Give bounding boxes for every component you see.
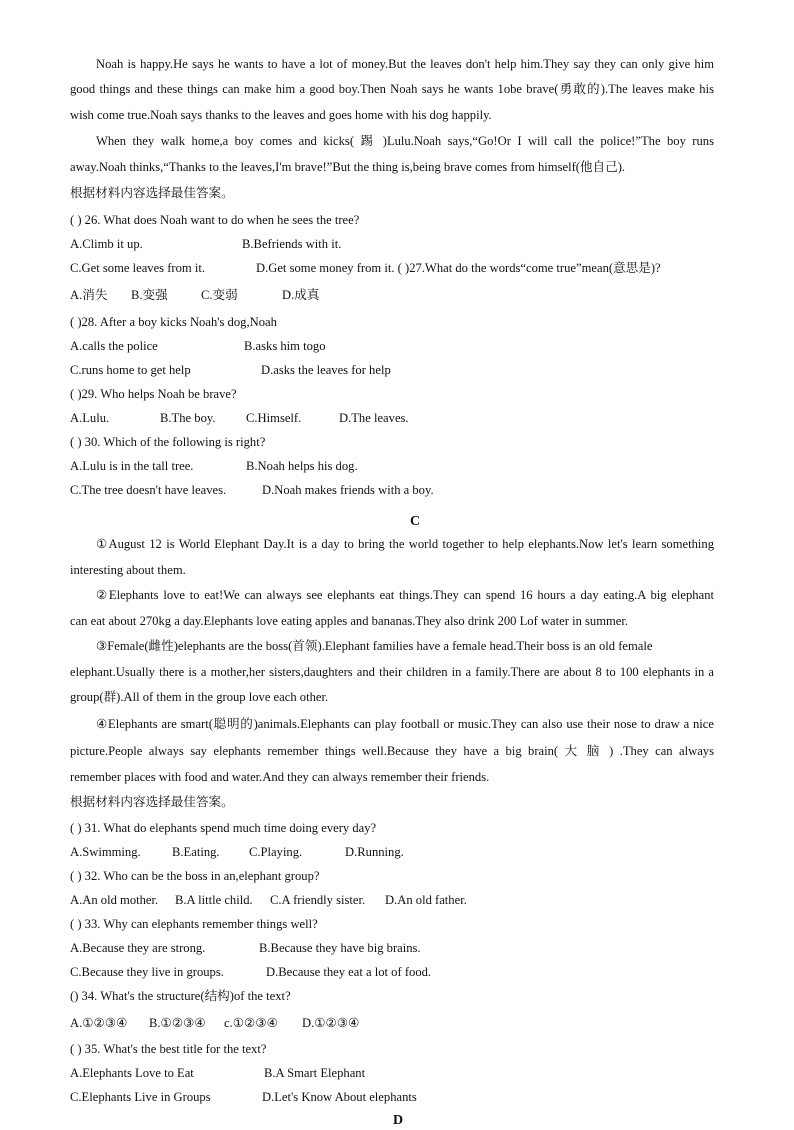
question-31-option-a: A.Swimming.: [70, 845, 141, 859]
question-34-option-b: B.①②③④: [149, 1016, 206, 1030]
question-28-option-d: D.asks the leaves for help: [261, 363, 391, 377]
question-26-option-d: D.Get some money from it. ( )27.What do the words“come true”mean(意思是)?: [256, 261, 661, 275]
question-30-option-a: A.Lulu is in the tall tree.: [70, 459, 194, 473]
passage-b-p1-line3: wish come true.Noah says thanks to the leaves and goes home with his dog happily.: [70, 108, 492, 122]
question-35-stem: ( ) 35. What's the best title for the text?: [70, 1042, 267, 1056]
question-34-option-d: D.①②③④: [302, 1016, 360, 1030]
question-28-stem: ( )28. After a boy kicks Noah's dog,Noah: [70, 315, 277, 329]
question-26-option-c: C.Get some leaves from it.: [70, 261, 206, 275]
question-30-option-b: B.Noah helps his dog.: [246, 459, 358, 473]
question-30-stem: ( ) 30. Which of the following is right?: [70, 435, 266, 449]
passage-c-p4-line2: picture.People always say elephants remember things well.Because they have a big brain( 大 脑 ) .They can always: [70, 744, 714, 758]
question-35-option-b: B.A Smart Elephant: [264, 1066, 366, 1080]
question-35-option-d: D.Let's Know About elephants: [262, 1090, 417, 1104]
question-31-option-d: D.Running.: [345, 845, 404, 859]
passage-b-p1-line2: good things and these things can make him a good boy.Then Noah says he wants 1obe brave(勇敢的).The leaves make his: [70, 82, 714, 96]
question-26-option-b: B.Befriends with it.: [242, 237, 342, 251]
question-33-option-d: D.Because they eat a lot of food.: [266, 965, 432, 979]
question-34-stem: () 34. What's the structure(结构)of the text?: [70, 989, 291, 1003]
question-33-stem: ( ) 33. Why can elephants remember things well?: [70, 917, 318, 931]
question-27-option-c: C.变弱: [201, 288, 238, 302]
passage-c-p4-line1: ④Elephants are smart(聪明的)animals.Elephants can play football or music.They can also use their nose to draw a nice: [96, 717, 714, 731]
question-27-option-d: D.成真: [282, 288, 320, 302]
passage-c-p3-line3: group(群).All of them in the group love each other.: [70, 690, 329, 704]
question-28-option-c: C.runs home to get help: [70, 363, 191, 377]
question-32-stem: ( ) 32. Who can be the boss in an,elephant group?: [70, 869, 320, 883]
question-26-option-a: A.Climb it up.: [70, 237, 143, 251]
passage-c-p3-line1: ③Female(雌性)elephants are the boss(首领).Elephant families have a female head.Their boss is an old female: [96, 639, 653, 653]
question-33-option-a: A.Because they are strong.: [70, 941, 206, 955]
question-31-option-b: B.Eating.: [172, 845, 220, 859]
question-35-option-c: C.Elephants Live in Groups: [70, 1090, 211, 1104]
question-31-stem: ( ) 31. What do elephants spend much time doing every day?: [70, 821, 377, 835]
passage-b-p2-line2: away.Noah thinks,“Thanks to the leaves,I'm brave!”But the thing is,being brave comes from himself(他自己).: [70, 160, 626, 174]
question-29-option-c: C.Himself.: [246, 411, 302, 425]
passage-c-p1-line1: ①August 12 is World Elephant Day.It is a day to bring the world together to help elephants.Now let's learn something: [96, 537, 714, 551]
question-28-option-a: A.calls the police: [70, 339, 158, 353]
passage-b-p1-line1: Noah is happy.He says he wants to have a lot of money.But the leaves don't help him.They say they can only give him: [96, 57, 714, 71]
question-35-option-a: A.Elephants Love to Eat: [70, 1066, 194, 1080]
question-27-option-a: A.消失: [70, 288, 108, 302]
question-29-option-d: D.The leaves.: [339, 411, 409, 425]
passage-c-p2-line2: can eat about 270kg a day.Elephants love eating apples and bananas.They also drink 200 Lof water in summer.: [70, 614, 629, 628]
section-c-heading: C: [410, 514, 421, 529]
question-29-stem: ( )29. Who helps Noah be brave?: [70, 387, 237, 401]
passage-c-p2-line1: ②Elephants love to eat!We can always see elephants eat things.They can spend 16 hours a day eating.A big elephant: [96, 588, 714, 602]
passage-c-instruction: 根据材料内容选择最佳答案。: [70, 795, 234, 809]
question-34-option-a: A.①②③④: [70, 1016, 128, 1030]
question-30-option-d: D.Noah makes friends with a boy.: [262, 483, 434, 497]
question-34-option-c: c.①②③④: [224, 1016, 278, 1030]
question-27-option-b: B.变强: [131, 288, 168, 302]
passage-b-instruction: 根据材料内容选择最佳答案。: [70, 186, 234, 200]
question-32-option-a: A.An old mother.: [70, 893, 159, 907]
question-31-option-c: C.Playing.: [249, 845, 303, 859]
question-32-option-b: B.A little child.: [175, 893, 253, 907]
passage-c-p1-line2: interesting about them.: [70, 563, 186, 577]
question-26-stem: ( ) 26. What does Noah want to do when he sees the tree?: [70, 213, 360, 227]
question-33-option-b: B.Because they have big brains.: [259, 941, 421, 955]
passage-c-p3-line2: elephant.Usually there is a mother,her sisters,daughters and their children in a family.There are about 8 to 100 elephants in a: [70, 665, 714, 679]
question-32-option-c: C.A friendly sister.: [270, 893, 366, 907]
passage-c-p4-line3: remember places with food and water.And they can always remember their friends.: [70, 770, 490, 784]
passage-b-p2-line1: When they walk home,a boy comes and kicks( 踢 )Lulu.Noah says,“Go!Or I will call the police!”The boy runs: [96, 134, 714, 148]
question-33-option-c: C.Because they live in groups.: [70, 965, 224, 979]
question-29-option-b: B.The boy.: [160, 411, 216, 425]
question-32-option-d: D.An old father.: [385, 893, 467, 907]
question-28-option-b: B.asks him togo: [244, 339, 326, 353]
section-d-heading: D: [393, 1113, 404, 1128]
question-30-option-c: C.The tree doesn't have leaves.: [70, 483, 227, 497]
question-29-option-a: A.Lulu.: [70, 411, 110, 425]
